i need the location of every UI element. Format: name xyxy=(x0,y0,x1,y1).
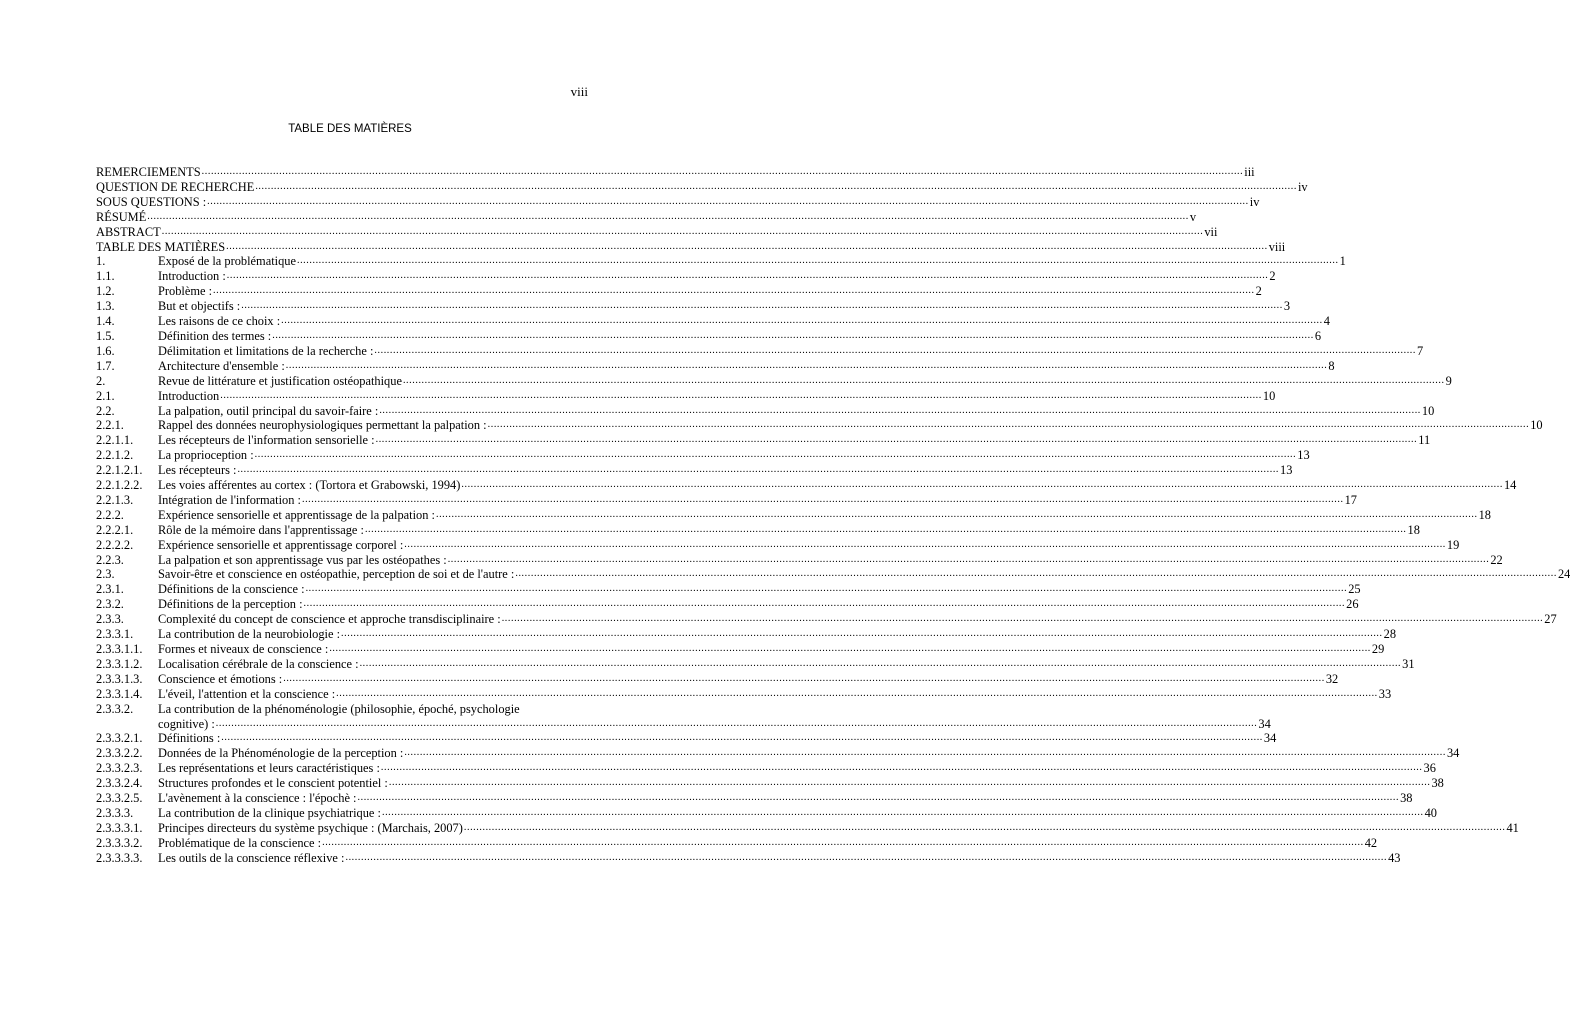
toc-entry-title: Revue de littérature et justification ostéopathique xyxy=(158,373,402,388)
toc-entry-title: SOUS QUESTIONS : xyxy=(96,194,207,209)
toc-entry-number: 2.2.2.1. xyxy=(96,522,134,537)
toc-entry-page: 43 xyxy=(1388,850,1401,865)
toc-entry-page: 27 xyxy=(1544,612,1557,627)
toc-entry-page: 14 xyxy=(1503,478,1517,493)
toc-entry-number: 1.4. xyxy=(96,314,115,329)
dot-leader xyxy=(226,240,1268,255)
toc-entry-title: Intégration de l'information : xyxy=(158,492,301,507)
toc-entry-title: La palpation et son apprentissage vus par les ostéopathes : xyxy=(158,552,447,567)
toc-entry-page: 42 xyxy=(1364,835,1378,850)
toc-entry[interactable] xyxy=(96,403,1435,419)
toc-entry[interactable] xyxy=(96,433,1431,448)
page-title: TABLE DES MATIÈRES xyxy=(288,123,412,135)
toc-entry-title: Définition des termes : xyxy=(158,328,272,343)
dot-leader xyxy=(341,627,1383,642)
toc-entry-page: 6 xyxy=(1314,328,1322,343)
toc-entry-title: La contribution de la phénoménologie (philosophie, époché, psychologie xyxy=(158,701,520,716)
toc-entry-title: Expérience sensorielle et apprentissage corporel : xyxy=(158,537,404,552)
dot-leader xyxy=(241,299,1283,314)
toc-entry[interactable] xyxy=(96,805,1437,821)
toc-entry-body xyxy=(158,702,1271,732)
toc-entries-continued xyxy=(96,731,1519,865)
toc-entry-number: 2.3.3.3. xyxy=(96,805,134,820)
toc-entry-number: 2.2.1.2.2. xyxy=(96,478,143,493)
toc-entry[interactable] xyxy=(96,314,1330,329)
toc-entry-number: 2.3.3.1.1. xyxy=(96,642,143,656)
toc-entry-number: 2.1. xyxy=(96,388,115,403)
toc-entry-number: 2.3.3.1.4. xyxy=(96,686,143,701)
toc-entry-number: 2.3.2. xyxy=(96,597,124,612)
toc-entry-page: 10 xyxy=(1421,403,1435,418)
toc-entry-title: La contribution de la neurobiologie : xyxy=(158,627,341,642)
toc-entry-title: Savoir-être et conscience en ostéopathie, perception de soi et de l'autre : xyxy=(158,567,515,582)
dot-leader xyxy=(213,284,1255,299)
toc-entry-title: La contribution de la clinique psychiatrique : xyxy=(158,805,381,820)
dot-leader xyxy=(436,508,1478,523)
toc-entry[interactable] xyxy=(96,701,1271,732)
dot-leader xyxy=(404,538,1446,553)
toc-entry-number: 2.2.2.2. xyxy=(96,537,134,552)
toc-entry-page: 13 xyxy=(1280,463,1293,478)
toc-entry[interactable] xyxy=(96,478,1517,493)
toc-entry[interactable] xyxy=(96,746,1460,761)
toc-entry-page: 28 xyxy=(1383,627,1397,642)
toc-entry[interactable] xyxy=(96,567,1570,582)
toc-entry[interactable] xyxy=(96,642,1385,657)
toc-entries xyxy=(96,165,1570,702)
dot-leader xyxy=(216,717,1258,732)
toc-entry-number: 2.3.3.3.1. xyxy=(96,820,143,835)
toc-entry[interactable] xyxy=(96,269,1276,284)
toc-entry[interactable] xyxy=(96,597,1359,612)
toc-entry[interactable] xyxy=(96,522,1420,538)
toc-entry-number: 2.2.1.3. xyxy=(96,492,134,507)
toc-entry-page: 26 xyxy=(1346,597,1359,612)
toc-entry-number: 2.3.3.2.2. xyxy=(96,746,143,761)
toc-entry-title: Délimitation et limitations de la recherche : xyxy=(158,343,374,358)
toc-entry-page: iv xyxy=(1297,179,1308,194)
toc-entry[interactable] xyxy=(96,343,1424,359)
toc-entry-number: 2.3.3.1. xyxy=(96,627,134,642)
toc-entry-number: 1.2. xyxy=(96,284,115,299)
dot-leader xyxy=(358,791,1400,806)
dot-leader xyxy=(374,344,1416,359)
toc-entry-title: Les voies afférentes au cortex : (Tortora et Grabowski, 1994) xyxy=(158,478,461,493)
toc-entry[interactable] xyxy=(96,761,1436,776)
toc-entry-title: Les représentations et leurs caractéristiques : xyxy=(158,761,380,776)
toc-entry-title: Rôle de la mémoire dans l'apprentissage : xyxy=(158,522,364,537)
toc-entry-page: vii xyxy=(1204,224,1218,239)
toc-entry[interactable] xyxy=(96,552,1503,568)
dot-leader xyxy=(461,478,1503,493)
toc-entry[interactable] xyxy=(96,254,1346,269)
toc-entry-page: 34 xyxy=(1446,746,1460,761)
toc-entry-title: Les récepteurs : xyxy=(158,463,237,478)
dot-leader xyxy=(237,463,1279,478)
toc-entry-page: 22 xyxy=(1490,552,1503,567)
toc-entry-title: Localisation cérébrale de la conscience : xyxy=(158,656,359,671)
toc-entry-number: 2.2.1.1. xyxy=(96,433,134,448)
dot-leader xyxy=(448,553,1490,568)
toc-entry-page: v xyxy=(1189,209,1197,224)
toc-entry-page: 17 xyxy=(1344,492,1357,507)
dot-leader xyxy=(322,836,1364,851)
toc-entry-page: 4 xyxy=(1323,314,1330,329)
toc-entry-title-continued: cognitive) : xyxy=(158,716,215,731)
toc-entry-number: 2.2.3. xyxy=(96,552,124,567)
toc-entry-page: 19 xyxy=(1446,537,1460,552)
toc-entry-number: 2.3.3.2.3. xyxy=(96,761,143,776)
toc-entry-number: 1.6. xyxy=(96,343,115,358)
toc-entry-page: 31 xyxy=(1402,656,1415,671)
toc-entry-number: 2.2. xyxy=(96,403,115,418)
toc-entry-number: 2.2.2. xyxy=(96,507,124,522)
toc-entry-page: 29 xyxy=(1371,642,1385,656)
toc-entry-page: 34 xyxy=(1258,716,1271,731)
toc-entry-number: 2.3.3.2.5. xyxy=(96,791,143,806)
dot-leader xyxy=(464,821,1506,836)
dot-leader xyxy=(404,746,1446,761)
toc-entry-title: RÉSUMÉ xyxy=(96,209,147,224)
toc-entry-title: Données de la Phénoménologie de la perception : xyxy=(158,746,404,761)
toc-entry-title: Définitions de la perception : xyxy=(158,597,303,612)
toc-entry[interactable] xyxy=(96,791,1413,806)
dot-leader xyxy=(221,731,1263,746)
dot-leader xyxy=(389,776,1431,791)
toc-entry-number: 2.3.3. xyxy=(96,612,124,627)
dot-leader xyxy=(376,433,1418,448)
toc-entry-page: 2 xyxy=(1255,284,1262,299)
toc-entry[interactable] xyxy=(96,224,1218,240)
toc-entry[interactable] xyxy=(96,582,1361,597)
toc-entry-page: 40 xyxy=(1424,805,1437,820)
dot-leader xyxy=(302,493,1344,508)
toc-entry[interactable] xyxy=(96,239,1286,255)
toc-entry-page: 8 xyxy=(1328,358,1335,373)
toc-entry-number: 2.3.1. xyxy=(96,582,124,597)
toc-entry[interactable] xyxy=(96,850,1401,866)
dot-leader xyxy=(255,180,1297,195)
toc-entry-title: REMERCIEMENTS xyxy=(96,165,201,179)
toc-entry[interactable] xyxy=(96,373,1452,389)
toc-entry-title: Les outils de la conscience réflexive : xyxy=(158,850,345,865)
toc-entry-number: 2.3.3.1.3. xyxy=(96,671,143,686)
toc-entry-page: 24 xyxy=(1557,567,1570,582)
toc-entry-page: iii xyxy=(1244,165,1255,179)
toc-entry-title: Introduction : xyxy=(158,269,226,284)
toc-entry-title: Complexité du concept de conscience et approche transdisciplinaire : xyxy=(158,612,501,627)
toc-entry[interactable] xyxy=(96,448,1310,463)
toc-entry[interactable] xyxy=(96,328,1322,344)
toc-entry[interactable] xyxy=(96,731,1277,746)
toc-entry[interactable] xyxy=(96,165,1255,180)
toc-entry[interactable] xyxy=(96,656,1415,672)
toc-entry-page: 41 xyxy=(1506,820,1519,835)
toc-entry-number: 2.3.3.3.2. xyxy=(96,835,143,850)
dot-leader xyxy=(304,597,1346,612)
dot-leader xyxy=(227,269,1269,284)
table-of-contents xyxy=(96,165,1570,866)
dot-leader xyxy=(382,806,1424,821)
toc-entry-number: 1.3. xyxy=(96,299,115,314)
toc-entry[interactable] xyxy=(96,418,1543,433)
toc-entry-page: 25 xyxy=(1348,582,1361,597)
toc-entry[interactable] xyxy=(96,492,1357,508)
toc-entry[interactable] xyxy=(96,820,1519,836)
toc-entry-title: Conscience et émotions : xyxy=(158,671,283,686)
toc-entry-number: 2.2.1. xyxy=(96,418,124,433)
toc-entry-title: Définitions : xyxy=(158,731,221,746)
dot-leader xyxy=(220,389,1262,404)
toc-entry-title: Les récepteurs de l'information sensorielle : xyxy=(158,433,375,448)
dot-leader xyxy=(255,448,1297,463)
toc-entry-number: 2.2.1.2. xyxy=(96,448,134,463)
toc-entry-page: 2 xyxy=(1269,269,1276,284)
toc-entry-title: Formes et niveaux de conscience : xyxy=(158,642,329,656)
toc-entry-title: La proprioception : xyxy=(158,448,254,463)
toc-entry[interactable] xyxy=(96,209,1197,225)
page-number: viii xyxy=(570,84,588,99)
toc-entry-title: Exposé de la problématique xyxy=(158,254,296,269)
dot-leader xyxy=(515,567,1557,582)
dot-leader xyxy=(329,642,1371,657)
toc-entry-page: 18 xyxy=(1407,522,1420,537)
toc-entry-title: Définitions de la conscience : xyxy=(158,582,305,597)
toc-entry-title: La palpation, outil principal du savoir-faire : xyxy=(158,403,379,418)
toc-entry-number: 2.2.1.2.1. xyxy=(96,463,143,478)
dot-leader xyxy=(360,657,1402,672)
toc-entry-number: 2.3.3.1.2. xyxy=(96,656,143,671)
toc-entry-page: 32 xyxy=(1325,671,1339,686)
toc-entry[interactable] xyxy=(96,194,1260,210)
toc-entry[interactable] xyxy=(96,179,1308,195)
toc-entry-continuation xyxy=(158,717,1271,732)
dot-leader xyxy=(297,254,1339,269)
toc-entry-number: 2.3.3.2.4. xyxy=(96,776,143,791)
toc-entry-number: 2.3. xyxy=(96,567,115,582)
toc-entry-title: L'éveil, l'attention et la conscience : xyxy=(158,686,336,701)
dot-leader xyxy=(207,195,1249,210)
toc-entry-title: QUESTION DE RECHERCHE xyxy=(96,179,255,194)
toc-entry-title: ABSTRACT xyxy=(96,224,161,239)
toc-entry-number: 2.3.3.2. xyxy=(96,701,134,716)
dot-leader xyxy=(488,418,1530,433)
dot-leader xyxy=(345,851,1387,866)
dot-leader xyxy=(283,672,1325,687)
toc-entry[interactable] xyxy=(96,671,1339,687)
toc-entry[interactable] xyxy=(96,358,1335,374)
dot-leader xyxy=(306,582,1348,597)
toc-entry-page: 38 xyxy=(1431,776,1444,791)
toc-entry[interactable] xyxy=(96,835,1378,851)
toc-entry-title: Expérience sensorielle et apprentissage de la palpation : xyxy=(158,507,435,522)
toc-entry-page: 18 xyxy=(1478,507,1491,522)
dot-leader xyxy=(281,314,1323,329)
toc-entry-page: 11 xyxy=(1418,433,1431,448)
toc-entry-page: 10 xyxy=(1262,388,1276,403)
toc-entry-title: Principes directeurs du système psychique : (Marchais, 2007) xyxy=(158,820,463,835)
dot-leader xyxy=(162,225,1204,240)
toc-entry[interactable] xyxy=(96,627,1397,642)
toc-entry[interactable] xyxy=(96,537,1460,553)
toc-entry-number: 2.3.3.2.1. xyxy=(96,731,143,746)
toc-entry-page: 36 xyxy=(1423,761,1436,776)
toc-entry-title: Les raisons de ce choix : xyxy=(158,314,281,329)
toc-entry[interactable] xyxy=(96,686,1392,702)
toc-entry-page: 10 xyxy=(1530,418,1543,433)
dot-leader xyxy=(365,523,1407,538)
toc-entry-number: 1. xyxy=(96,254,106,269)
toc-entry-title: Rappel des données neurophysiologiques permettant la palpation : xyxy=(158,418,487,433)
toc-entry[interactable] xyxy=(96,299,1291,314)
toc-entry-title: L'avènement à la conscience : l'épochè : xyxy=(158,791,357,806)
toc-entry-title: Introduction xyxy=(158,388,220,403)
dot-leader xyxy=(502,612,1544,627)
toc-entry-page: iv xyxy=(1249,194,1260,209)
toc-entry[interactable] xyxy=(96,776,1444,791)
toc-entry[interactable] xyxy=(96,612,1557,627)
toc-entry-number: 2. xyxy=(96,373,106,388)
toc-entry-title: Architecture d'ensemble : xyxy=(158,358,285,373)
toc-entry-page: 38 xyxy=(1400,791,1413,806)
toc-entry-number: 1.5. xyxy=(96,328,115,343)
dot-leader xyxy=(202,165,1244,180)
dot-leader xyxy=(379,404,1421,419)
toc-entry-number: 1.1. xyxy=(96,269,115,284)
toc-entry[interactable] xyxy=(96,284,1262,299)
toc-entry-page: 13 xyxy=(1297,448,1310,463)
dot-leader xyxy=(381,761,1423,776)
toc-entry-title: Problème : xyxy=(158,284,213,299)
toc-entry-title: But et objectifs : xyxy=(158,299,241,314)
dot-leader xyxy=(403,374,1445,389)
toc-entry-title: Problématique de la conscience : xyxy=(158,835,322,850)
toc-entry-page: 9 xyxy=(1445,373,1452,388)
toc-entry-page: 33 xyxy=(1378,686,1392,701)
toc-entry[interactable] xyxy=(96,507,1491,523)
toc-entry[interactable] xyxy=(96,388,1276,404)
dot-leader xyxy=(336,687,1378,702)
toc-entry-page: 3 xyxy=(1283,299,1291,314)
toc-entry-title: TABLE DES MATIÈRES xyxy=(96,239,226,254)
toc-entry-title: Structures profondes et le conscient potentiel : xyxy=(158,776,388,791)
dot-leader xyxy=(147,210,1189,225)
toc-entry-number: 2.3.3.3.3. xyxy=(96,850,143,865)
dot-leader xyxy=(272,329,1314,344)
toc-entry-page: 34 xyxy=(1263,731,1277,746)
toc-entry[interactable] xyxy=(96,463,1293,478)
toc-entry-page: 7 xyxy=(1417,343,1424,358)
toc-entry-page: viii xyxy=(1268,239,1286,254)
toc-entry-page: 1 xyxy=(1339,254,1346,269)
toc-entry-number: 1.7. xyxy=(96,358,115,373)
dot-leader xyxy=(286,359,1328,374)
